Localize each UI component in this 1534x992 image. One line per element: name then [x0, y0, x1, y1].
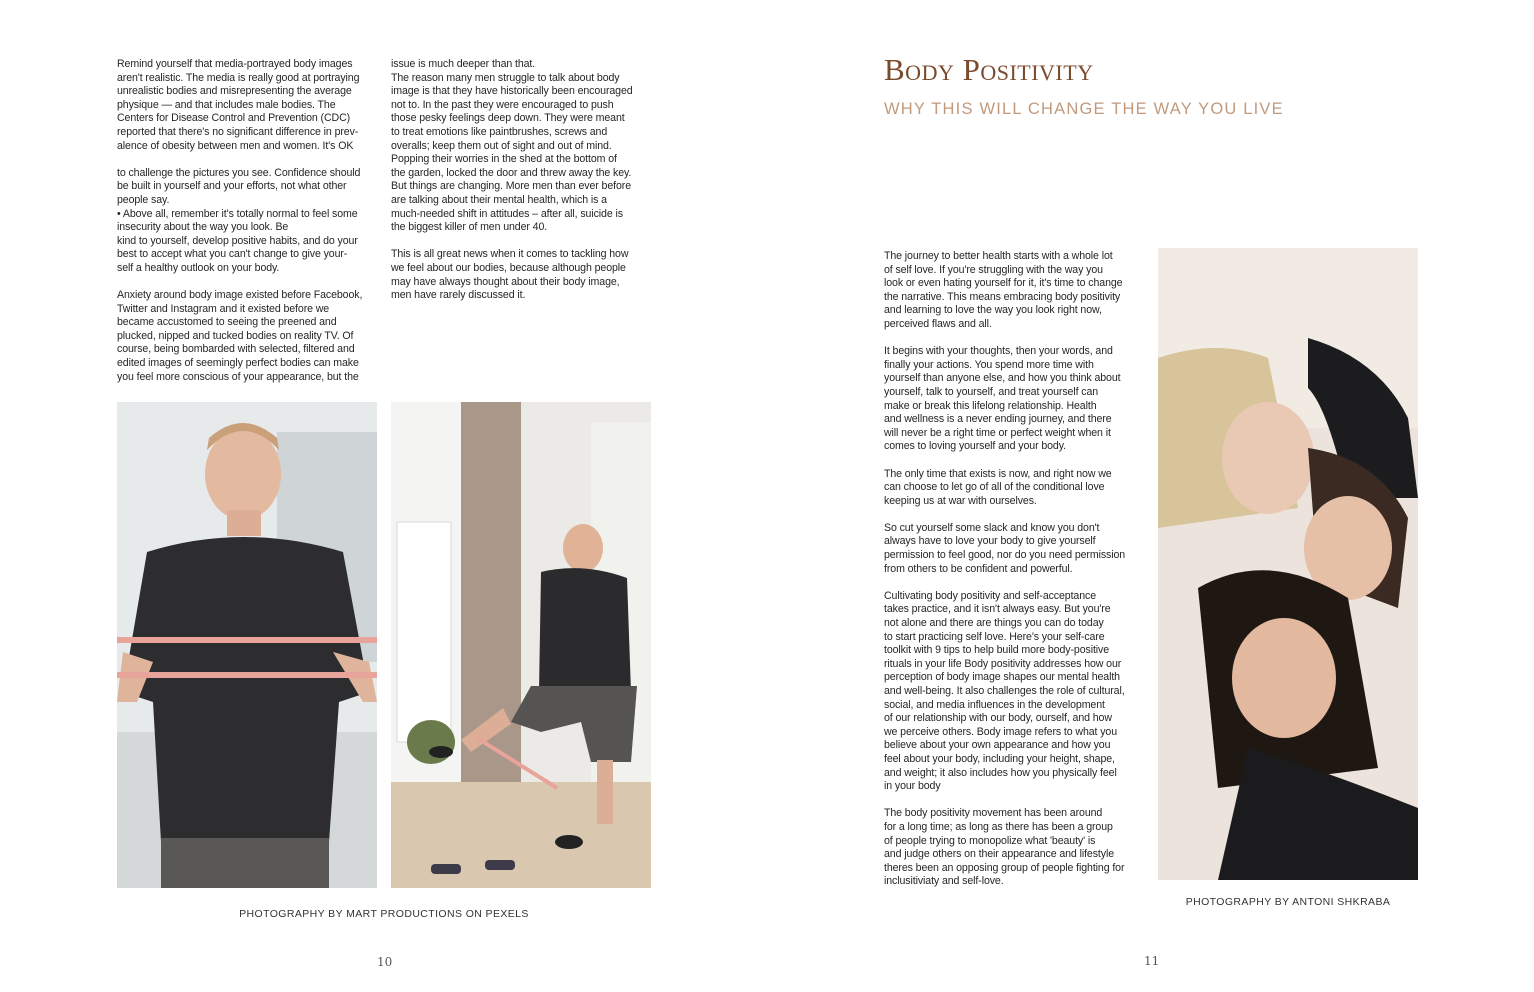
left-column-1 — [117, 58, 387, 384]
photo-man-resistance-band — [117, 402, 377, 888]
paragraph: Anxiety around body image existed before Facebook, Twitter and Instagram and it existed before we became accustomed to seeing the preened and plucked, nipped and tucked bodies on reality TV. Of course, being bombarded with selected, filtered and edited images of seemingly perfect bodies can make you feel more conscious of your appearance, but the — [117, 289, 363, 383]
paragraph: Remind yourself that media-portrayed body images aren't realistic. The media is really good at portraying unrealistic bodies and misrepresenting the average physique — and that includes male bodies. The Centers for Disease Control and Prevention (CDC) reported that there's no significant difference in prev- alence of obesity between men and women. It's OK — [117, 58, 360, 152]
photo-credit-right: PHOTOGRAPHY BY ANTONI SHKRABA — [1185, 896, 1391, 908]
page-number-left: 10 — [377, 955, 393, 969]
paragraph: issue is much deeper than that. The reason many men struggle to talk about body image is that they have historically been encouraged not to. In the past they were encouraged to push those pesky feelings deep down. They were meant to treat emotions like paintbrushes, screws and overalls; keep them out of sight and out of mind. Popping their worries in the shed at the bottom of the garden, locked the door and threw away the key. But things are changing. More men than ever before are talking about their mental health, which is a much-needed shift in attitudes – after all, suicide is the biggest killer of men under 40. — [391, 58, 633, 234]
right-page — [767, 0, 1534, 992]
article-title: Body Positivity — [884, 52, 1094, 87]
left-column-2 — [391, 58, 661, 303]
photo-three-women — [1158, 248, 1418, 880]
paragraph: So cut yourself some slack and know you don't always have to love your body to give yourself permission to feel good, nor do you need permission from others to be confident and powerful. — [884, 521, 1126, 575]
photo-man-leg-exercise — [391, 402, 651, 888]
paragraph: This is all great news when it comes to tackling how we feel about our bodies, because although people may have always thought about their body image, men have rarely discussed it. — [391, 248, 629, 302]
paragraph: Cultivating body positivity and self-acceptance takes practice, and it isn't always easy. But you're not alone and there are things you can do today to start practicing self love. Here's your self-care toolkit with 9 tips to help build more body-positive rituals in your life Body positivity addresses how our perception of body image shapes our mental health and well-being. It also challenges the role of cultural, social, and media influences in the development of our relationship with our body, ourself, and how we perceive others. Body image refers to what you believe about your own appearance and how you feel about your body, including your height, shape, and weight; it also includes how you physically feel in your body — [884, 589, 1125, 793]
paragraph: It begins with your thoughts, then your words, and finally your actions. You spend more time with yourself than anyone else, and how you think about yourself, talk to yourself, and treat yourself can make or break this lifelong relationship. Health and wellness is a never ending journey, and there will never be a right time or perfect weight when it comes to loving yourself and your body. — [884, 345, 1121, 453]
right-column — [884, 250, 1152, 889]
page-number-right: 11 — [1144, 954, 1160, 968]
photo-credit-left: PHOTOGRAPHY BY MART PRODUCTIONS ON PEXELS — [239, 908, 529, 920]
article-subtitle: WHY THIS WILL CHANGE THE WAY YOU LIVE — [884, 100, 1284, 118]
paragraph: The body positivity movement has been around for a long time; as long as there has been a group of people trying to monopolize what 'beauty' is and judge others on their appearance and lifestyle theres been an opposing group of people fighting for inclusitiviaty and self-love. — [884, 807, 1125, 888]
paragraph: to challenge the pictures you see. Confidence should be built in yourself and your efforts, not what other people say. • Above all, remember it's totally normal to feel some insecurity about the way you look. Be kind to yourself, develop positive habits, and do your best to accept what you can't change to give your- self a healthy outlook on your body. — [117, 166, 361, 274]
paragraph: The journey to better health starts with a whole lot of self love. If you're struggling with the way you look or even hating yourself for it, it's time to change the narrative. This means embracing body positivity and learning to love the way you look right now, perceived flaws and all. — [884, 250, 1123, 330]
paragraph: The only time that exists is now, and right now we can choose to let go of all of the conditional love keeping us at war with ourselves. — [884, 467, 1112, 507]
